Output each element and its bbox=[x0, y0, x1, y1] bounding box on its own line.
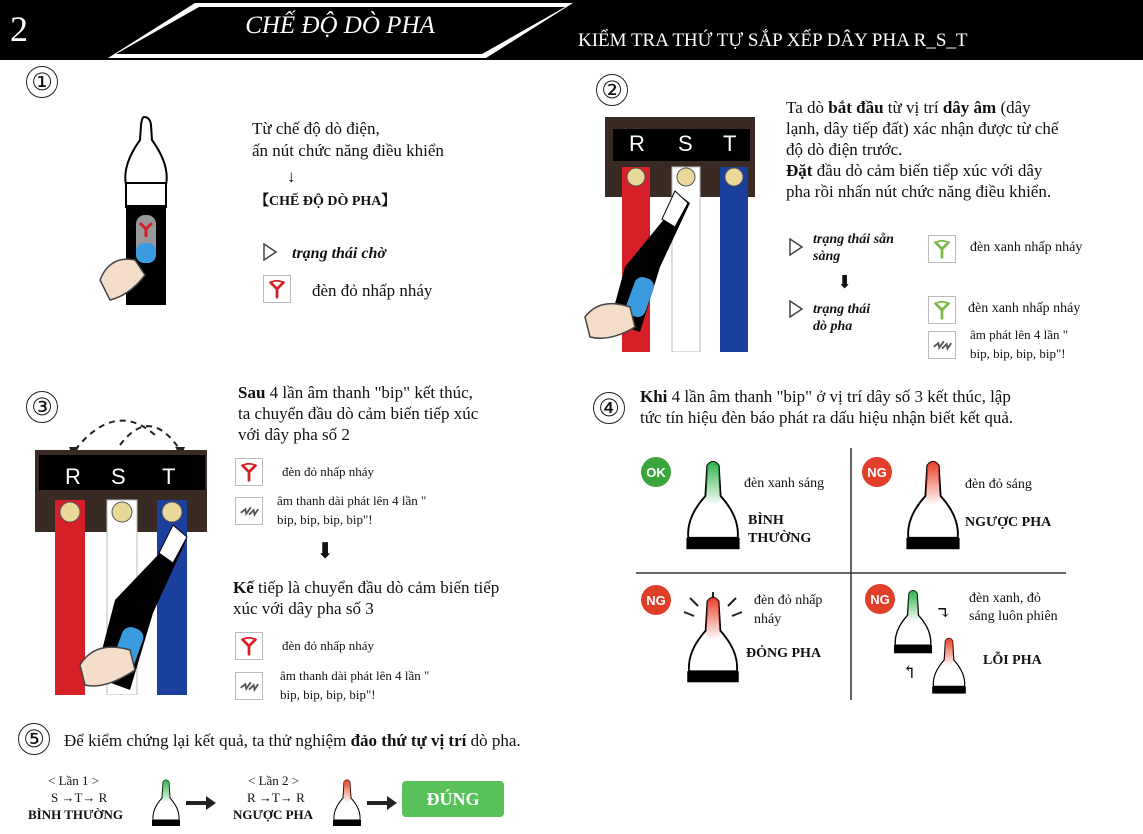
q4-light-1: đèn xanh, đỏ bbox=[969, 591, 1041, 606]
ng-badge: NG bbox=[862, 457, 892, 487]
step1-number: ① bbox=[26, 66, 58, 98]
q4-result: LỖI PHA bbox=[983, 653, 1042, 668]
step1-line1: Từ chế độ dò điện, bbox=[252, 119, 380, 138]
alternate-arrow-icon: ↴ bbox=[936, 603, 952, 623]
step2-ready-1: trạng thái sẵn bbox=[813, 232, 894, 247]
step3-label-t: T bbox=[162, 464, 176, 489]
step3-beep2-1: âm thanh dài phát lên 4 lần " bbox=[280, 668, 430, 683]
step2-ready-2: sàng bbox=[813, 249, 841, 264]
step1-standby: trạng thái chờ bbox=[292, 245, 386, 262]
section-number: 2 bbox=[10, 9, 28, 49]
step2-paragraph1: Ta dò bắt đầu từ vị trí dây âm (dây lạnh, dây tiếp đất) xác nhận được từ chế độ dò điện trước. Đặt đầu dò cảm biến tiếp xúc với dây pha rồi nhấn nút chức năng điều khiển. bbox=[786, 98, 1059, 201]
step3-paragraph2: Kế tiếp là chuyển đầu dò cảm biến tiếp xúc với dây pha số 3 bbox=[233, 578, 500, 618]
q1-result-1: BÌNH bbox=[748, 513, 784, 528]
step2-green-blink2: đèn xanh nhấp nháy bbox=[968, 301, 1081, 316]
down-arrow-icon: ⬇ bbox=[837, 272, 853, 292]
sound-icon bbox=[235, 672, 263, 700]
red-blinking-bulb-icon bbox=[680, 592, 746, 687]
down-arrow-icon: ⬇ bbox=[316, 538, 335, 563]
step2-label-t: T bbox=[723, 131, 737, 156]
right-arrow-icon bbox=[186, 796, 216, 810]
green-bulb-icon bbox=[682, 458, 744, 553]
alternate-arrow-icon: ↰ bbox=[902, 662, 918, 682]
q1-light: đèn xanh sáng bbox=[744, 476, 825, 491]
correct-badge: ĐÚNG bbox=[402, 781, 504, 817]
trial1-result: BÌNH THƯỜNG bbox=[28, 807, 123, 822]
ok-badge: OK bbox=[641, 457, 671, 487]
trial2-result: NGƯỢC PHA bbox=[233, 807, 314, 822]
step1-line2: ấn nút chức năng điều khiển bbox=[252, 141, 444, 160]
section-subtitle: KIỂM TRA THỨ TỰ SẮP XẾP DÂY PHA R_S_T bbox=[578, 30, 968, 51]
q2-light: đèn đỏ sáng bbox=[965, 477, 1032, 492]
step2-detect-1: trạng thái bbox=[813, 302, 871, 317]
header-bar bbox=[0, 0, 1143, 60]
play-icon bbox=[263, 243, 277, 261]
play-icon bbox=[789, 300, 803, 318]
step4-paragraph: Khi 4 lần âm thanh "bip" ở vị trí dây số 3 kết thúc, lập tức tín hiệu đèn báo phát ra dấu hiệu nhận biết kết quả. bbox=[640, 387, 1014, 427]
q3-result: ĐỎNG PHA bbox=[746, 646, 822, 661]
step3-red-blink: đèn đỏ nhấp nháy bbox=[282, 464, 375, 479]
ng-badge: NG bbox=[641, 585, 671, 615]
step3-terminal-illustration bbox=[35, 395, 215, 695]
q3-light-2: nháy bbox=[754, 612, 782, 627]
red-bulb-icon bbox=[331, 778, 363, 828]
step1-red-blink: đèn đỏ nhấp nháy bbox=[312, 281, 433, 300]
step2-label-s: S bbox=[678, 131, 693, 156]
step2-beep-1: âm phát lên 4 lần " bbox=[970, 327, 1069, 342]
sound-icon bbox=[928, 331, 956, 359]
right-arrow-icon bbox=[367, 796, 397, 810]
q1-result-2: THƯỜNG bbox=[748, 531, 812, 546]
trial2-label: < Lần 2 > bbox=[248, 773, 300, 788]
green-bulb-icon bbox=[150, 778, 182, 828]
play-icon bbox=[789, 238, 803, 256]
step3-label-s: S bbox=[111, 464, 126, 489]
red-bulb-icon bbox=[902, 458, 964, 553]
step5-text: Để kiểm chứng lại kết quả, ta thử nghiệm đảo thứ tự vị trí dò pha. bbox=[64, 731, 521, 750]
q3-light-1: đèn đỏ nhấp bbox=[754, 593, 823, 608]
step1-tester-illustration bbox=[90, 115, 200, 315]
ng-badge: NG bbox=[865, 584, 895, 614]
step2-number: ② bbox=[596, 74, 628, 106]
step3-beep-1: âm thanh dài phát lên 4 lần " bbox=[277, 493, 427, 508]
red-lamp-icon bbox=[235, 632, 263, 660]
sound-icon bbox=[235, 497, 263, 525]
step2-beep-2: bip, bip, bip, bip"! bbox=[970, 346, 1066, 361]
step4-number: ④ bbox=[593, 392, 625, 424]
step2-green-blink: đèn xanh nhấp nháy bbox=[970, 240, 1083, 255]
step5-number: ⑤ bbox=[18, 723, 50, 755]
step3-label-r: R bbox=[65, 464, 81, 489]
q4-light-2: sáng luôn phiên bbox=[969, 609, 1058, 624]
trial1-sequence: S →T→ R bbox=[51, 790, 108, 805]
header-decoration bbox=[0, 0, 1143, 60]
step2-detect-2: dò pha bbox=[813, 319, 853, 334]
step3-beep2-2: bip, bip, bip, bip"! bbox=[280, 687, 376, 702]
step2-label-r: R bbox=[629, 131, 645, 156]
step1-mode-label: 【CHẾ ĐỘ DÒ PHA】 bbox=[255, 194, 396, 209]
section-title: CHẾ ĐỘ DÒ PHA bbox=[245, 12, 435, 39]
green-lamp-icon bbox=[928, 235, 956, 263]
step1-arrow: ↓ bbox=[287, 167, 296, 186]
step3-paragraph1: Sau 4 lần âm thanh "bip" kết thúc, ta chuyển đầu dò cảm biến tiếp xúc với dây pha số 2 bbox=[238, 383, 479, 444]
trial2-sequence: R →T→ R bbox=[247, 790, 305, 805]
q2-result: NGƯỢC PHA bbox=[965, 515, 1052, 530]
red-lamp-icon bbox=[263, 275, 291, 303]
green-lamp-icon bbox=[928, 296, 956, 324]
step3-beep-2: bip, bip, bip, bip"! bbox=[277, 512, 373, 527]
step3-number: ③ bbox=[26, 391, 58, 423]
red-bulb-icon bbox=[927, 636, 971, 696]
step2-terminal-illustration bbox=[580, 117, 765, 352]
step3-red-blink2: đèn đỏ nhấp nháy bbox=[282, 638, 375, 653]
trial1-label: < Lần 1 > bbox=[48, 773, 100, 788]
red-lamp-icon bbox=[235, 458, 263, 486]
